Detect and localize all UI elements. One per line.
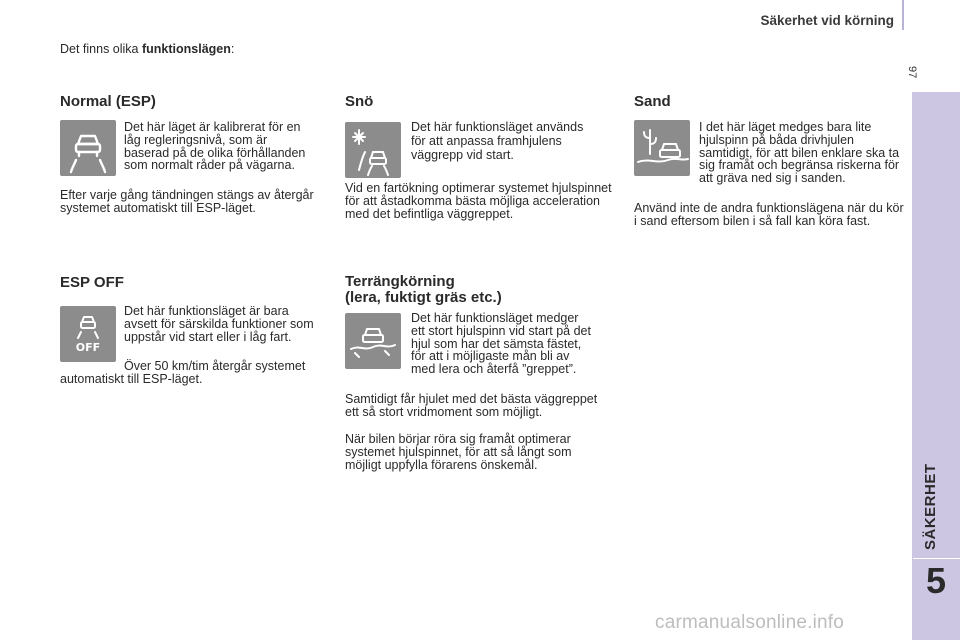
snow-text-2: Vid en fartökning optimerar systemet hjulspinnet för att åstadkomma bästa möjliga acceleration med det befintliga väggreppet. xyxy=(345,181,612,221)
esp-off-heading: ESP OFF xyxy=(60,274,124,291)
sand-text-1: I det här läget medges bara lite hjulspinn på båda drivhjulen samtidigt, för att bilen enklare ska ta sig framåt och begränsa riskerna för att gräva ned sig i sanden. xyxy=(699,120,900,186)
esp-off-text-1: Det här funktionsläget är bara avsett för särskilda funktioner som uppstår vid start eller i låg fart. xyxy=(124,304,314,344)
intro-prefix: Det finns olika xyxy=(60,42,142,56)
terrain-text-3: När bilen börjar röra sig framåt optimerar systemet hjulspinnet, för att så långt som möjligt uppfylla förarens önskemål. xyxy=(345,432,572,472)
page-number: 97 xyxy=(906,66,918,79)
terrain-heading-line2: (lera, fuktigt gräs etc.) xyxy=(345,289,502,306)
terrain-text-1: Det här funktionsläget medger ett stort hjulspinn vid start på det hjul som har det sämsta fästet, för att i möjligaste mån bli av med lera och återfå ”greppet”. xyxy=(411,311,591,377)
sand-heading: Sand xyxy=(634,93,671,110)
normal-heading: Normal (ESP) xyxy=(60,93,156,110)
normal-text-1: Det här läget är kalibrerat för en låg regleringsnivå, som är baserad på de olika förhållanden som normalt råder på vägarna. xyxy=(124,120,306,173)
chapter-divider xyxy=(913,558,960,559)
intro-line xyxy=(60,42,234,56)
running-header: Säkerhet vid körning xyxy=(760,13,894,28)
snow-text-1: Det här funktionsläget används för att anpassa framhjulens väggrepp vid start. xyxy=(411,120,584,162)
chapter-number: 5 xyxy=(925,560,947,601)
esp-off-icon-label: OFF xyxy=(75,341,101,354)
terrain-heading-line1: Terrängkörning xyxy=(345,273,455,290)
snow-mode-icon xyxy=(345,122,401,178)
normal-text-2: Efter varje gång tändningen stängs av återgår systemet automatiskt till ESP-läget. xyxy=(60,188,314,215)
header-divider xyxy=(902,0,904,30)
intro-bold: funktionslägen xyxy=(141,42,231,56)
mud-mode-icon xyxy=(345,313,401,369)
sand-mode-icon xyxy=(634,120,690,176)
snow-heading: Snö xyxy=(345,93,374,110)
intro-suffix: : xyxy=(230,42,235,56)
esp-car-skid-icon xyxy=(60,120,116,176)
esp-off-icon xyxy=(60,306,116,362)
sand-text-2: Använd inte de andra funktionslägena när du kör i sand eftersom bilen i så fall kan köra fast. xyxy=(634,201,904,228)
terrain-text-2: Samtidigt får hjulet med det bästa väggreppet ett så stort vridmoment som möjligt. xyxy=(345,392,598,419)
esp-off-text-2: Över 50 km/tim återgår systemet automatiskt till ESP-läget. xyxy=(60,359,306,386)
chapter-label: SÄKERHET xyxy=(922,463,939,550)
watermark: carmanualsonline.info xyxy=(655,612,845,633)
